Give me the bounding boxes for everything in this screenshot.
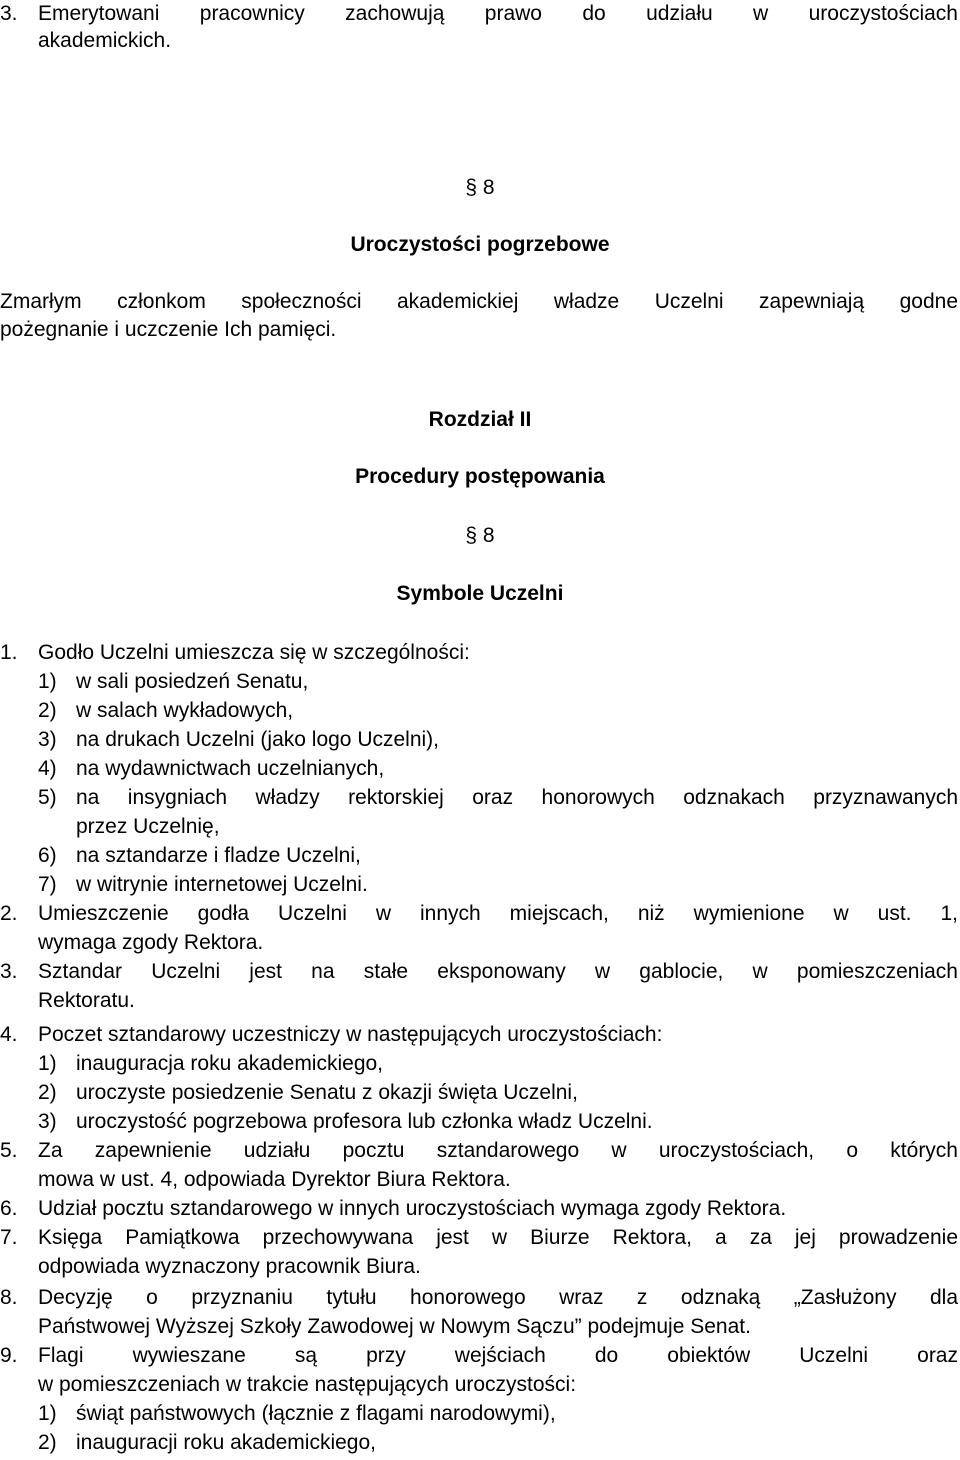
sub-item-text: inauguracji roku akademickiego, <box>76 1431 376 1454</box>
sub-item-number: 1) <box>38 1052 57 1075</box>
section-text-line: Zmarłym członkom społeczności akademickiej władze Uczelni zapewniają godne <box>0 290 958 313</box>
sub-item-text: na sztandarze i fladze Uczelni, <box>76 844 361 867</box>
item-text-cont: Państwowej Wyższej Szkoły Zawodowej w Nowym Sączu” podejmuje Senat. <box>38 1315 751 1338</box>
sub-item-number: 1) <box>38 670 57 693</box>
sub-item-number: 3) <box>38 1110 57 1133</box>
sub-item-number: 4) <box>38 757 57 780</box>
item-text-cont: odpowiada wyznaczony pracownik Biura. <box>38 1255 421 1278</box>
sub-item-text: inauguracja roku akademickiego, <box>76 1052 384 1075</box>
sub-item-number: 7) <box>38 873 57 896</box>
sub-item-text: uroczyste posiedzenie Senatu z okazji święta Uczelni, <box>76 1081 578 1104</box>
paragraph-sign: § 8 <box>465 524 495 547</box>
item-number: 8. <box>0 1286 18 1309</box>
item-number: 1. <box>0 641 18 664</box>
item-text: Decyzję o przyznaniu tytułu honorowego wraz z odznaką „Zasłużony dla <box>38 1286 958 1309</box>
sub-item-text: świąt państwowych (łącznie z flagami narodowymi), <box>76 1402 556 1425</box>
item-text: Za zapewnienie udziału pocztu sztandarowego w uroczystościach, o których <box>38 1139 958 1162</box>
item-number: 7. <box>0 1226 18 1249</box>
item-text: Emerytowani pracownicy zachowują prawo do udziału w uroczystościach <box>38 2 958 25</box>
sub-item-text: na wydawnictwach uczelnianych, <box>76 757 385 780</box>
item-text-cont: Rektoratu. <box>38 989 135 1012</box>
item-text: Flagi wywieszane są przy wejściach do obiektów Uczelni oraz <box>38 1344 958 1367</box>
section-title: Uroczystości pogrzebowe <box>350 233 610 256</box>
item-text-cont: w pomieszczeniach w trakcie następujących uroczystości: <box>38 1373 577 1396</box>
item-number: 4. <box>0 1023 18 1046</box>
sub-item-text: w salach wykładowych, <box>76 699 294 722</box>
paragraph-sign: § 8 <box>465 176 495 199</box>
item-text-cont: akademickich. <box>38 29 172 52</box>
sub-item-number: 3) <box>38 728 57 751</box>
item-number: 6. <box>0 1197 18 1220</box>
sub-item-text-cont: przez Uczelnię, <box>76 815 220 838</box>
sub-item-text: na insygniach władzy rektorskiej oraz honorowych odznakach przyznawanych <box>76 786 958 809</box>
item-number: 9. <box>0 1344 18 1367</box>
item-number: 3. <box>0 2 18 25</box>
section-title: Symbole Uczelni <box>396 582 564 605</box>
item-number: 5. <box>0 1139 18 1162</box>
item-text: Umieszczenie godła Uczelni w innych miejscach, niż wymienione w ust. 1, <box>38 902 958 925</box>
chapter-title: Procedury postępowania <box>355 465 605 488</box>
item-number: 2. <box>0 902 18 925</box>
item-text: Księga Pamiątkowa przechowywana jest w Biurze Rektora, a za jej prowadzenie <box>38 1226 958 1249</box>
sub-item-number: 2) <box>38 1431 57 1454</box>
sub-item-number: 2) <box>38 1081 57 1104</box>
sub-item-number: 1) <box>38 1402 57 1425</box>
item-text: Godło Uczelni umieszcza się w szczególności: <box>38 641 470 664</box>
sub-item-number: 2) <box>38 699 57 722</box>
chapter-label: Rozdział II <box>428 408 532 431</box>
sub-item-text: w sali posiedzeń Senatu, <box>76 670 309 693</box>
item-text-cont: mowa w ust. 4, odpowiada Dyrektor Biura Rektora. <box>38 1168 511 1191</box>
item-text-cont: wymaga zgody Rektora. <box>38 931 264 954</box>
sub-item-text: w witrynie internetowej Uczelni. <box>76 873 368 896</box>
item-text: Udział pocztu sztandarowego w innych uroczystościach wymaga zgody Rektora. <box>38 1197 787 1220</box>
item-text: Poczet sztandarowy uczestniczy w następujących uroczystościach: <box>38 1023 663 1046</box>
item-text: Sztandar Uczelni jest na stałe eksponowany w gablocie, w pomieszczeniach <box>38 960 958 983</box>
sub-item-number: 5) <box>38 786 57 809</box>
section-text-line: pożegnanie i uczczenie Ich pamięci. <box>0 318 337 341</box>
sub-item-text: uroczystość pogrzebowa profesora lub członka władz Uczelni. <box>76 1110 653 1133</box>
sub-item-number: 6) <box>38 844 57 867</box>
item-number: 3. <box>0 960 18 983</box>
sub-item-text: na drukach Uczelni (jako logo Uczelni), <box>76 728 439 751</box>
